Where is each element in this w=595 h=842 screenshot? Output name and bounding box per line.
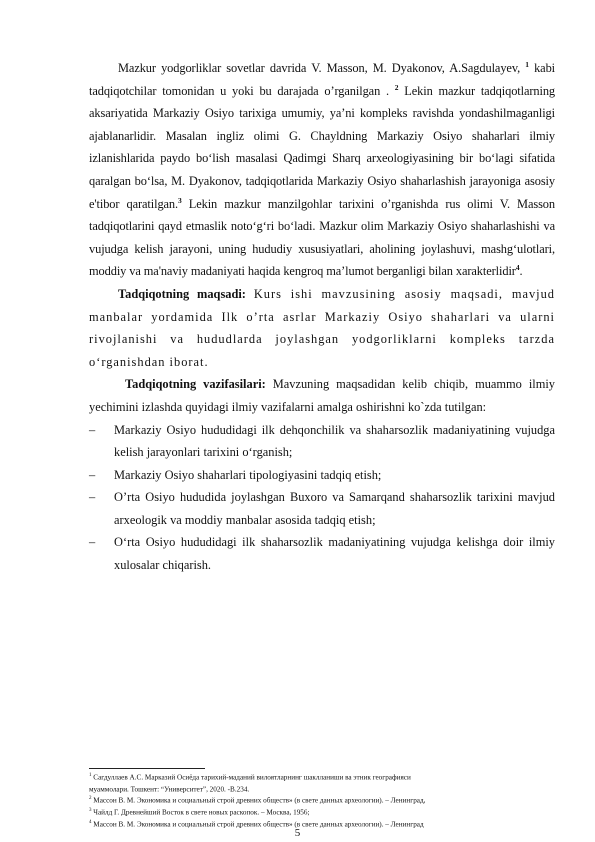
footnote-text: Массон В. М. Экономика и социальный строй древних обществ» (в свете данных археологии). – Ленинград [93, 820, 424, 829]
dash-bullet: – [89, 467, 96, 482]
footnote-ref[interactable]: 3 [178, 195, 182, 205]
footnotes [89, 771, 555, 829]
footnote-text: муаммолари. Тошкент: “Университет”, 2020. -В.234. [89, 785, 250, 794]
list-item [89, 531, 555, 576]
list-item-text: Markaziy Osiyo shaharlari tipologiyasini tadqiq etish; [114, 467, 382, 482]
footnote-ref[interactable]: 4 [515, 263, 520, 273]
list-item [89, 464, 555, 487]
footnote-separator [89, 768, 205, 769]
footnote-text: Чайлд Г. Древнейший Восток в свете новых раскопок. – Москва, 1956; [93, 808, 310, 817]
page-body [89, 57, 555, 577]
list-item [89, 419, 555, 464]
paragraph-text: Lekin mazkur tadqiqotlarning aksariyatida Markaziy Osiyo tarixiga umumiy, ya’ni kompleks ravishda yondashilmaganligi ajablanarlidir. Masalan ingliz olimi G. Chayldning Markaziy Osiyo shaharlari ilmiy izlanishlarida paydo bo‘lish masalasi Qadimgi Sharq arxeologiyasining bir bo‘lagi sifatida qaralgan bo‘lsa, M. Dyakonov, tadqiqotlarida Markaziy Osiyo shaharlashish jarayoniga asosiy e'tibor qaratilgan. [89, 83, 556, 211]
paragraph-text: . [519, 264, 523, 279]
tasks-intro-text: Mavzuning maqsadidan kelib chiqib, muammo ilmiy yechimini izlashda quyidagi ilmiy vazifalarni amalga oshirishni ko`zda tutilgan: [89, 377, 555, 414]
list-item-text: Markaziy Osiyo hududidagi ilk dehqonchilik va shaharsozlik madaniyatining vujudga kelish jarayonlari tarixini o‘rganish; [114, 422, 555, 460]
paragraph-text: kabi tadqiqotchilar tomonidan u yoki bu darajada o’rganilgan . [89, 61, 556, 98]
dash-bullet: – [89, 490, 96, 505]
list-item-text: O’rta Osiyo hududida joylashgan Buxoro va Samarqand shaharsozlik tarixini mavjud arxeologik va moddiy manbalar asosida tadqiq etish; [114, 490, 555, 527]
purpose-text: Kurs ishi mavzusining asosiy maqsadi, mavjud manbalar yordamida Ilk o’rta asrlar Markaziy Osiyo shaharlari va ularni rivojlanishi va hududlarda joylashgan yodgorliklarni kompleks tarzda o‘rganishdan iborat. [89, 286, 555, 369]
tasks-label: Tadqiqotning vazifasilari: [125, 377, 266, 392]
purpose-label: Tadqiqotning maqsadi: [118, 286, 246, 301]
dash-bullet: – [89, 535, 96, 550]
paragraph-text: Lekin mazkur manzilgohlar tarixini o’rganishda rus olimi V. Masson tadqiqotlarini qayd etmaslik noto‘g‘ri bo‘ladi. Mazkur olim Markaziy Osiyo shaharlashishi va vujudga kelish jarayoni, uning hududiy xususiyatlari, aholining joylashuvi, mashg‘ulotlari, moddiy va ma'naviy madaniyati haqida kengroq ma’lumot berganligi bilan xarakterlidir [89, 196, 555, 279]
footnote [89, 794, 555, 806]
footnote-number: 3 [89, 808, 92, 814]
tasks-intro-paragraph [89, 373, 555, 418]
footnote-ref[interactable]: 2 [394, 82, 399, 92]
list-item-text: O‘rta Osiyo hududidagi ilk shaharsozlik madaniyatining vujudga kelishga doir ilmiy xulosalar chiqarish. [114, 535, 555, 573]
intro-paragraph [89, 57, 555, 283]
dash-bullet: – [89, 422, 96, 437]
tasks-list [89, 419, 555, 577]
list-item [89, 486, 555, 531]
page-number: 5 [294, 827, 301, 839]
footnote [89, 771, 555, 783]
footnote-number: 1 [89, 773, 92, 778]
footnote-ref[interactable]: 1 [525, 59, 529, 69]
footnote-number: 4 [89, 819, 92, 825]
footnote-text: Сагдуллаев А.С. Марказий Осиёда тарихий-маданий вилоятларнинг шаклланиши ва этник географияси [93, 773, 411, 782]
purpose-paragraph [89, 283, 555, 373]
footnote-text: Массон В. М. Экономика и социальный строй древних обществ» (в свете данных археологии). – Ленинград, [93, 796, 426, 805]
footnote-number: 2 [89, 796, 92, 802]
footnote [89, 783, 555, 795]
footnote [89, 806, 555, 818]
paragraph-text: Mazkur yodgorliklar sovetlar davrida V. Masson, M. Dyakonov, A.Sagdulayev, [118, 61, 521, 75]
